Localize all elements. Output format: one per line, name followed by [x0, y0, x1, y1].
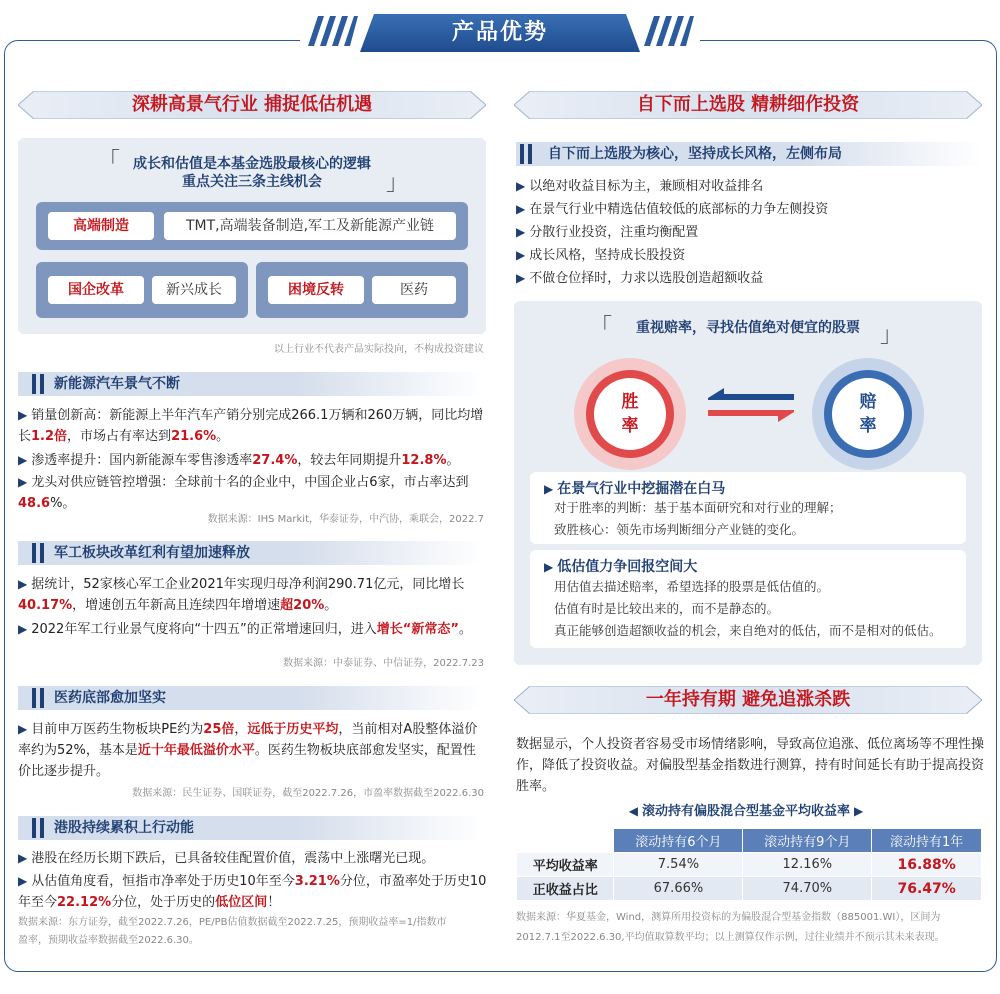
ev-point-2: ▶ 渗透率提升：国内新能源车零售渗透率27.4%，较去年同期提升12.8%。: [18, 453, 460, 468]
table-title: ◀ 滚动持有偏股混合型基金平均收益率 ▶: [628, 804, 864, 819]
military-point-2: ▶ 2022年军工行业景气度将向“十四五”的正常增速回归，进入增长“新常态”。: [18, 622, 472, 637]
page-title: 产品优势: [451, 20, 548, 45]
stock-picking-header: [516, 142, 982, 166]
hk-point-2: ▶ 从估值角度看，恒指市净率处于历史10年至今3.21%分位，市盈率处于历史10年至今22.12%分位，处于历史的低位区间！: [18, 874, 487, 910]
card-white-horse-line2: 致胜核心：领先市场判断细分产业链的变化。: [554, 522, 805, 537]
card-low-valuation-line2: 估值有时是比较出来的，而不是静态的。: [554, 601, 780, 616]
swap-arrows-icon: [708, 388, 794, 422]
military-source: 数据来源：中泰证券、中信证券，2022.7.23: [283, 658, 484, 669]
theme-3-desc: 医药: [372, 276, 456, 304]
holding-paragraph: 数据显示，个人投资者容易受市场情绪影响，导致高位追涨、低位离场等不理性操作，降低了投资收益。对偏股型基金指数进行测算，持有时间延长有助于提高投资胜率。: [516, 737, 985, 794]
section-ev-header: [18, 372, 484, 396]
card-white-horse: ▶ 在景气行业中挖掘潜在白马 对于胜率的判断：基于基本面研究和对行业的理解； 致胜核心：领先市场判断细分产业链的变化。: [530, 472, 966, 544]
returns-table: [516, 828, 982, 901]
table-header-6m: 滚动持有6个月: [614, 829, 743, 853]
card-low-valuation: ▶ 低估值力争回报空间大 用估值去描述赔率，希望选择的股票是低估值的。 估值有时是比较出来的，而不是静态的。 真正能够创造超额收益的机会，来自绝对的低估，而不是相对的低估。: [530, 550, 966, 648]
strategy-bullet-2: ▶ 在景气行业中精选估值较低的底部标的力争左侧投资: [516, 202, 829, 217]
section-ev-title: 新能源汽车景气不断: [54, 376, 180, 392]
right-stripes-icon: [644, 16, 694, 46]
table-row: 平均收益率 7.54% 12.16% 16.88%: [517, 853, 982, 877]
quote-open: 「: [98, 149, 121, 174]
strategy-bullet-3: ▶ 分散行业投资，注重均衡配置: [516, 225, 699, 240]
right-banner-2-title: 一年持有期 避免追涨杀跌: [645, 689, 851, 710]
section-hk-header: [18, 816, 484, 840]
odds-quote-open: 「: [590, 315, 613, 340]
strategy-bullet-5: ▶ 不做仓位择时，力求以选股创造超额收益: [516, 271, 764, 286]
odds-quote-close: 」: [880, 323, 903, 348]
stock-picking-title: 自下而上选股为核心，坚持成长风格，左侧布局: [548, 146, 842, 162]
table-row: 正收益占比 67.66% 74.70% 76.47%: [517, 877, 982, 901]
section-pharma-header: [18, 686, 484, 710]
theme-2-desc: 新兴成长: [152, 276, 236, 304]
military-point-1: ▶ 据统计，52家核心军工企业2021年实现归母净利润290.71亿元，同比增长40.17%，增速创五年新高且连续四年增增速超20%。: [18, 577, 465, 613]
theme-1-desc: TMT,高端装备制造,军工及新能源产业链: [164, 212, 456, 240]
quote-close: 」: [386, 171, 409, 196]
quote-line1: 成长和估值是本基金选股最核心的逻辑: [133, 156, 371, 172]
theme-3-label: 困境反转: [268, 276, 364, 304]
section-military-header: [18, 541, 484, 565]
card-low-valuation-title: 低估值力争回报空间大: [557, 559, 698, 575]
ev-point-1: ▶ 销量创新高：新能源上半年汽车产销分别完成266.1万辆和260万辆，同比均增长1.2倍，市场占有率达到21.6%。: [18, 408, 484, 444]
card-white-horse-line1: 对于胜率的判断：基于基本面研究和对行业的理解；: [554, 500, 842, 515]
hk-source: 数据来源：东方证券，截至2022.7.26，PE/PB估值数据截至2022.7.25，预期收益率=1/指数市 盈率，预期收益率数据截至2022.6.30。: [18, 917, 447, 946]
pharma-point-1: ▶ 目前申万医药生物板块PE约为25倍，远低于历史平均，当前相对A股整体溢价率约为52%，基本是近十年最低溢价水平。医药生物板块底部愈发坚实，配置性价比逐步提升。: [18, 722, 478, 779]
theme-2-label: 国企改革: [48, 276, 144, 304]
table-header-blank: [517, 829, 614, 853]
odds-label: 赔 率: [859, 392, 877, 436]
section-pharma-title: 医药底部愈加坚实: [54, 690, 166, 706]
ev-source: 数据来源：IHS Markit，华泰证券，中汽协，乘联会，2022.7: [207, 514, 484, 525]
right-banner-1-title: 自下而上选股 精耕细作投资: [636, 94, 860, 115]
left-stripes-icon: [308, 16, 358, 46]
win-rate-label: 胜 率: [621, 392, 639, 436]
hk-point-1: ▶ 港股在经历长期下跌后，已具备较佳配置价值，震荡中上涨曙光已现。: [18, 851, 435, 866]
table-source: 数据来源：华夏基金，Wind，测算所用投资标的为偏股混合型基金指数（885001.WI），区间为 2012.7.1至2022.6.30,平均值取算数平均；以上测算仅作示例，过往业绩并不预示其未来表现。: [516, 912, 945, 943]
left-banner-title: 深耕高景气行业 捕捉低估机遇: [131, 94, 373, 115]
section-military-title: 军工板块改革红利有望加速释放: [54, 545, 250, 561]
quote-line2: 重点关注三条主线机会: [182, 174, 322, 190]
ev-point-3: ▶ 龙头对供应链管控增强：全球前十名的企业中，中国企业占6家，市占率达到48.6%。: [18, 475, 469, 511]
card-low-valuation-line1: 用估值去描述赔率，希望选择的股票是低估值的。: [554, 579, 830, 594]
odds-quote: 重视赔率，寻找估值绝对便宜的股票: [636, 320, 860, 336]
table-header-1y: 滚动持有1年: [872, 829, 982, 853]
strategy-bullet-4: ▶ 成长风格，坚持成长股投资: [516, 248, 686, 263]
table-header-9m: 滚动持有9个月: [743, 829, 872, 853]
pharma-source: 数据来源：民生证券、国联证券，截至2022.7.26，市盈率数据截至2022.6.30: [132, 788, 484, 799]
section-hk-title: 港股持续累积上行动能: [54, 820, 194, 836]
card-low-valuation-line3: 真正能够创造超额收益的机会，来自绝对的低估，而不是相对的低估。: [554, 623, 942, 638]
card-white-horse-title: 在景气行业中挖掘潜在白马: [557, 481, 726, 497]
themes-disclaimer: 以上行业不代表产品实际投向，不构成投资建议: [274, 344, 484, 355]
theme-1-label: 高端制造: [48, 212, 154, 240]
strategy-bullet-1: ▶ 以绝对收益目标为主，兼顾相对收益排名: [516, 179, 764, 194]
